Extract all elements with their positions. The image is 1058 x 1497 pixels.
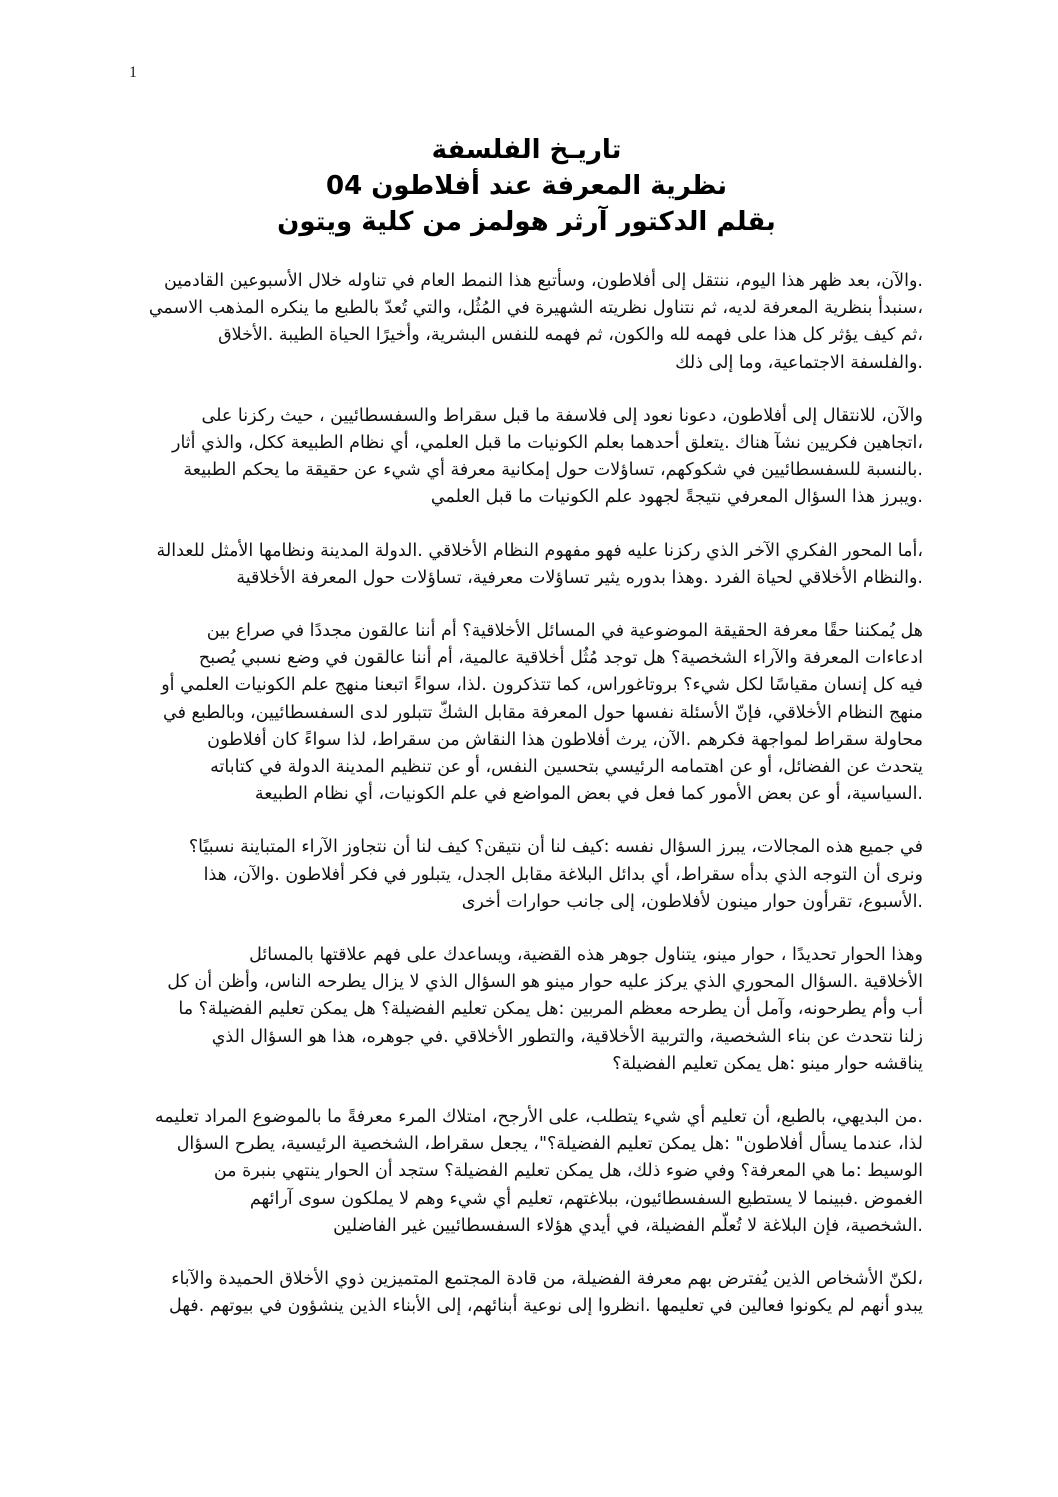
paragraph-5 [133,834,923,916]
document-author: بقلم الدكتور آرثر هولمز من كلية ويتون [277,207,776,237]
text-line: .من البديهي، بالطبع، أن تعليم أي شيء يتطلب، على الأرجح، امتلاك المرء معرفةً ما بالموضوع المراد تعليمه [154,1107,923,1128]
text-line: .السياسية، أو عن بعض الأمور كما فعل في بعض المواضع في علم الكونيات، أي نظام الطبيعة [254,784,923,805]
text-line: .ويبرز هذا السؤال المعرفي نتيجةً لجهود علم الكونيات ما قبل العلمي [430,487,923,508]
document-subtitle: نظرية المعرفة عند أفلاطون 04 [326,171,727,201]
text-line: ادعاءات المعرفة والآراء الشخصية؟ هل توجد مُثُل أخلاقية عالمية، أم أننا عالقون في وضع نسبي يُصبح [198,648,923,669]
text-line: .بالنسبة للسفسطائيين في شكوكهم، تساؤلات حول إمكانية معرفة أي شيء عن حقيقة ما يحكم الطبيعة [183,460,923,481]
text-line: هل يُمكننا حقًا معرفة الحقيقة الموضوعية في المسائل الأخلاقية؟ أم أننا عالقون مجددًا في صراع بين [206,621,923,642]
text-line: .والنظام الأخلاقي لحياة الفرد .وهذا بدوره يثير تساؤلات معرفية، تساؤلات حول المعرفة الأخلاقية [236,567,923,588]
text-line: الأخلاقية .السؤال المحوري الذي يركز عليه حوار مينو هو السؤال الذي لا يزال يطرحه الناس، وأظن أن كل [167,972,923,993]
text-line: ،سنبدأ بنظرية المعرفة لديه، ثم نتناول نظريته الشهيرة في المُثُل، والتي تُعدّ بالطبع ما ينكره المذهب الاسمي [148,298,923,319]
text-line: وهذا الحوار تحديدًا ، حوار مينو، يتناول جوهر هذه القضية، ويساعدك على فهم علاقتها بالمسائل [249,945,923,966]
paragraph-3 [133,538,923,592]
text-line: ونرى أن التوجه الذي بدأه سقراط، أي بدائل البلاغة مقابل الجدل، يتبلور في فكر أفلاطون .والآن، هذا [203,864,923,885]
text-line: ،لكنّ الأشخاص الذين يُفترض بهم معرفة الفضيلة، من قادة المجتمع المتميزين ذوي الأخلاق الحميدة والآباء [171,1269,923,1290]
text-line: .الأسبوع، تقرأون حوار مينون لأفلاطون، إلى جانب حوارات أخرى [461,891,923,912]
text-line: الغموض .فبينما لا يستطيع السفسطائيون، ببلاغتهم، تعليم أي شيء وهم لا يملكون سوى آرائهم [249,1188,923,1209]
text-line: والآن، للانتقال إلى أفلاطون، دعونا نعود إلى فلاسفة ما قبل سقراط والسفسطائيين ، حيث ركزنا على [201,405,923,426]
text-line: ،أما المحور الفكري الآخر الذي ركزنا عليه فهو مفهوم النظام الأخلاقي .الدولة المدينة ونظامها الأمثل للعدالة [156,540,923,561]
paragraph-1 [133,268,923,377]
text-line: ،ثم كيف يؤثر كل هذا على فهمه لله والكون، ثم فهمه للنفس البشرية، وأخيرًا الحياة الطيبة .الأخلاق [218,325,923,346]
text-line: ،اتجاهين فكريين نشآ هناك .يتعلق أحدهما بعلم الكونيات ما قبل العلمي، أي نظام الطبيعة ككل، والذي أثار [172,433,923,454]
text-line: فيه كل إنسان مقياسًا لكل شيء؟ بروتاغوراس، كما تتذكرون .لذا، سواءً اتبعنا منهج علم الكونيات العلمي أو [161,675,923,696]
paragraph-8 [133,1266,923,1320]
text-line: يبدو أنهم لم يكونوا فعالين في تعليمها .انظروا إلى نوعية أبنائهم، إلى الأبناء الذين ينشؤون في بيوتهم .فهل [168,1296,923,1317]
text-line: .الشخصية، فإن البلاغة لا تُعلّم الفضيلة، في أيدي هؤلاء السفسطائيين غير الفاضلين [333,1215,923,1236]
text-line: يناقشه حوار مينو :هل يمكن تعليم الفضيلة؟ [612,1053,923,1074]
text-line: لذا، عندما يسأل أفلاطون" :هل يمكن تعليم الفضيلة؟"، يجعل سقراط، الشخصية الرئيسية، يطرح السؤال [176,1134,923,1155]
text-line: محاولة سقراط لمواجهة فكرهم .الآن، يرث أفلاطون هذا النقاش من سقراط، لذا سواءً كان أفلاطون [207,729,923,750]
paragraph-4 [133,618,923,808]
document-title: تاريـخ الفلسفة [431,135,622,165]
document-body [133,268,923,1347]
text-line: .والفلسفة الاجتماعية، وما إلى ذلك [675,352,923,373]
paragraph-7 [133,1104,923,1240]
page-number: 1 [129,64,137,81]
paragraph-2 [133,403,923,512]
document-header [133,132,920,240]
text-line: أب وأم يطرحونه، وآمل أن يطرحه معظم المربين :هل يمكن تعليم الفضيلة؟ هل يمكن تعليم الفضيلة؟ ما [178,999,923,1020]
text-line: في جميع هذه المجالات، يبرز السؤال نفسه :كيف لنا أن نتيقن؟ كيف لنا أن نتجاوز الآراء المتباينة نسبيًا؟ [188,837,923,858]
text-line: .والآن، بعد ظهر هذا اليوم، ننتقل إلى أفلاطون، وسأتبع هذا النمط العام في تناوله خلال الأسبوعين القادمين [163,271,923,291]
text-line: منهج النظام الأخلاقي، فإنّ الأسئلة نفسها حول المعرفة مقابل الشكّ تتبلور لدى السفسطائيين، وبالطبع في [163,702,923,723]
text-line: زلنا نتحدث عن بناء الشخصية، والتربية الأخلاقية، والتطور الأخلاقي .في جوهره، هذا هو السؤال الذي [211,1026,923,1047]
text-line: يتحدث عن الفضائل، أو عن اهتمامه الرئيسي بتحسين النفس، أو عن تنظيم المدينة الدولة في كتاباته [210,757,923,778]
paragraph-6 [133,942,923,1078]
text-line: الوسيط :ما هي المعرفة؟ وفي ضوء ذلك، هل يمكن تعليم الفضيلة؟ ستجد أن الحوار ينتهي بنبرة من [213,1161,923,1182]
